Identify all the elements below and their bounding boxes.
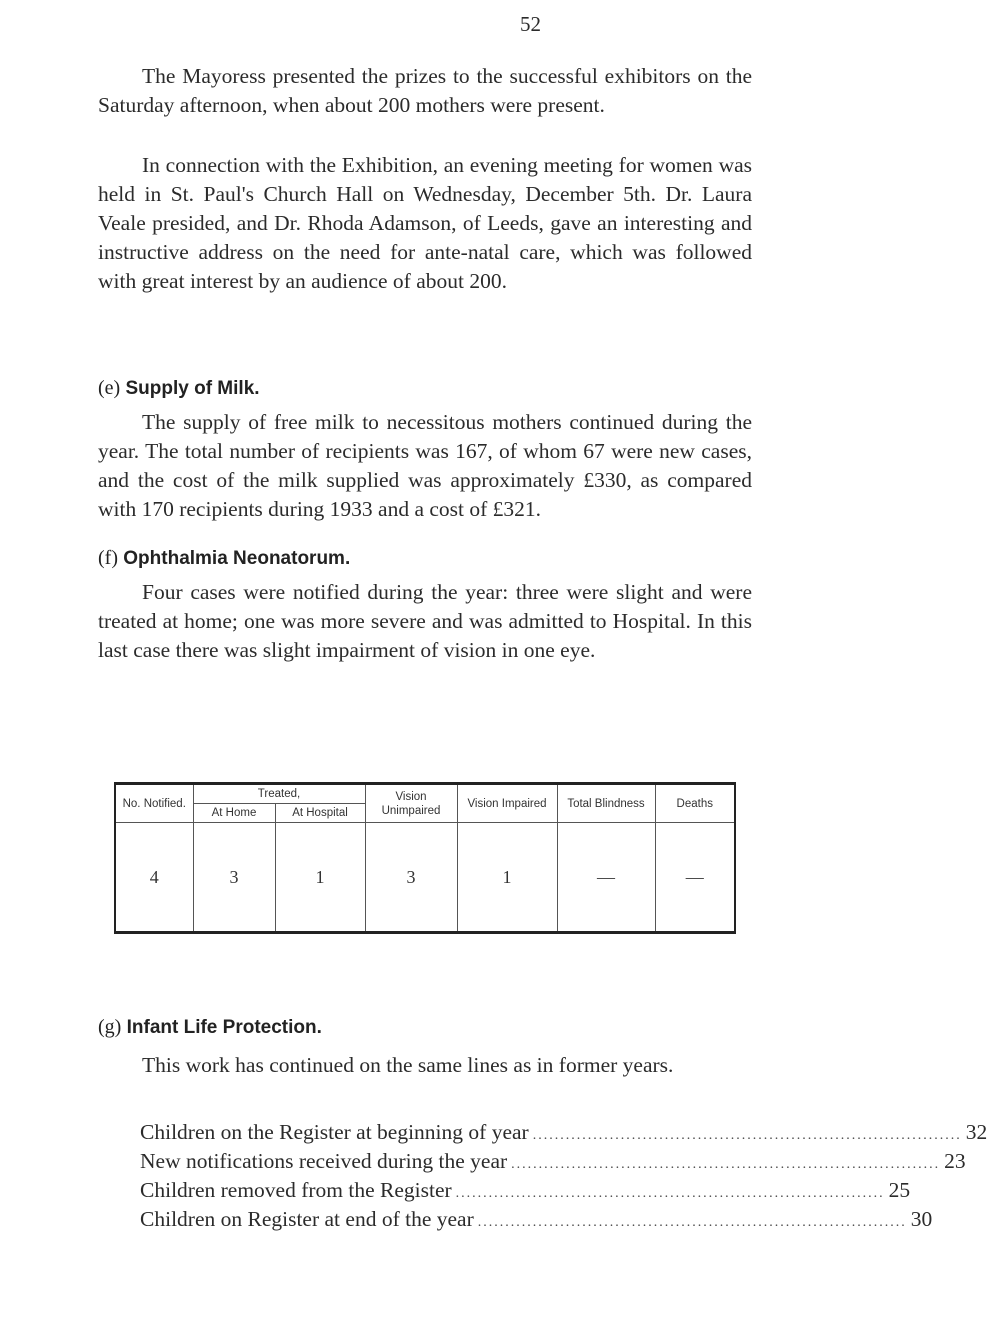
paragraph-milk: The supply of free milk to necessitous mothers continued during the year. The total number of recipients was 167, of whom 67 were new cases, and the cost of the milk supplied was approximately £330, as compared with 170 recipients during 1933 and a cost of £321. xyxy=(98,410,752,521)
paragraph-ophthalmia: Four cases were notified during the year: three were slight and were treated at home; one was more severe and was admitted to Hospital. In this last case there was slight impairment of vision in one eye. xyxy=(98,580,752,662)
leader-dots: .............................................................................. xyxy=(477,1215,907,1230)
ophthalmia-table xyxy=(114,782,736,934)
header-deaths: Deaths xyxy=(655,784,735,823)
heading-title: Ophthalmia Neonatorum. xyxy=(123,548,351,569)
paragraph-infant-life: This work has continued on the same lines as in former years. xyxy=(142,1053,674,1077)
register-item xyxy=(140,1120,987,1148)
heading-infant-life-protection xyxy=(98,1016,322,1039)
header-vision-impaired: Vision Impaired xyxy=(457,784,557,823)
cell-vision-unimpaired: 3 xyxy=(365,823,457,933)
heading-mark: (g) xyxy=(98,1016,122,1038)
register-item xyxy=(140,1149,966,1177)
register-item xyxy=(140,1207,933,1235)
heading-ophthalmia xyxy=(98,547,350,570)
register-label: Children on the Register at beginning of year xyxy=(140,1120,529,1144)
heading-supply-of-milk xyxy=(98,377,260,400)
register-label: Children on Register at end of the year xyxy=(140,1207,474,1231)
heading-title: Supply of Milk. xyxy=(125,378,260,399)
page-number: 52 xyxy=(520,12,541,36)
cell-at-home: 3 xyxy=(193,823,275,933)
register-label: New notifications received during the year xyxy=(140,1149,508,1173)
register-item xyxy=(140,1178,911,1206)
register-value: 23 xyxy=(944,1149,966,1173)
heading-mark: (f) xyxy=(98,547,118,569)
register-value: 30 xyxy=(910,1207,933,1231)
leader-dots: .............................................................................. xyxy=(511,1157,941,1172)
leader-dots: .............................................................................. xyxy=(455,1186,885,1201)
header-at-hospital: At Hospital xyxy=(275,804,365,823)
header-treated: Treated, xyxy=(193,784,365,804)
cell-vision-impaired: 1 xyxy=(457,823,557,933)
leader-dots: .............................................................................. xyxy=(532,1128,962,1143)
table-header-row xyxy=(115,784,735,804)
heading-title: Infant Life Protection. xyxy=(126,1017,322,1038)
cell-at-hospital: 1 xyxy=(275,823,365,933)
header-notified: No. Notified. xyxy=(115,784,193,823)
cell-notified: 4 xyxy=(115,823,193,933)
register-label: Children removed from the Register xyxy=(140,1178,452,1202)
register-value: 32 xyxy=(965,1120,987,1144)
paragraph-prizes: The Mayoress presented the prizes to the successful exhibitors on the Saturday afternoon, when about 200 mothers were present. xyxy=(98,64,752,117)
table-row xyxy=(115,823,735,933)
header-at-home: At Home xyxy=(193,804,275,823)
register-value: 25 xyxy=(888,1178,911,1202)
cell-total-blindness: — xyxy=(557,823,655,933)
heading-mark: (e) xyxy=(98,377,121,399)
paragraph-evening-meeting: In connection with the Exhibition, an evening meeting for women was held in St. Paul's Church Hall on Wednesday, December 5th. Dr. Laura Veale presided, and Dr. Rhoda Adamson, of Leeds, gave an interesting and instructive address on the need for ante-natal care, which was followed with great interest by an audience of about 200. xyxy=(98,153,752,293)
header-vision-unimpaired: Vision Unimpaired xyxy=(365,784,457,823)
header-total-blindness: Total Blindness xyxy=(557,784,655,823)
cell-deaths: — xyxy=(655,823,735,933)
